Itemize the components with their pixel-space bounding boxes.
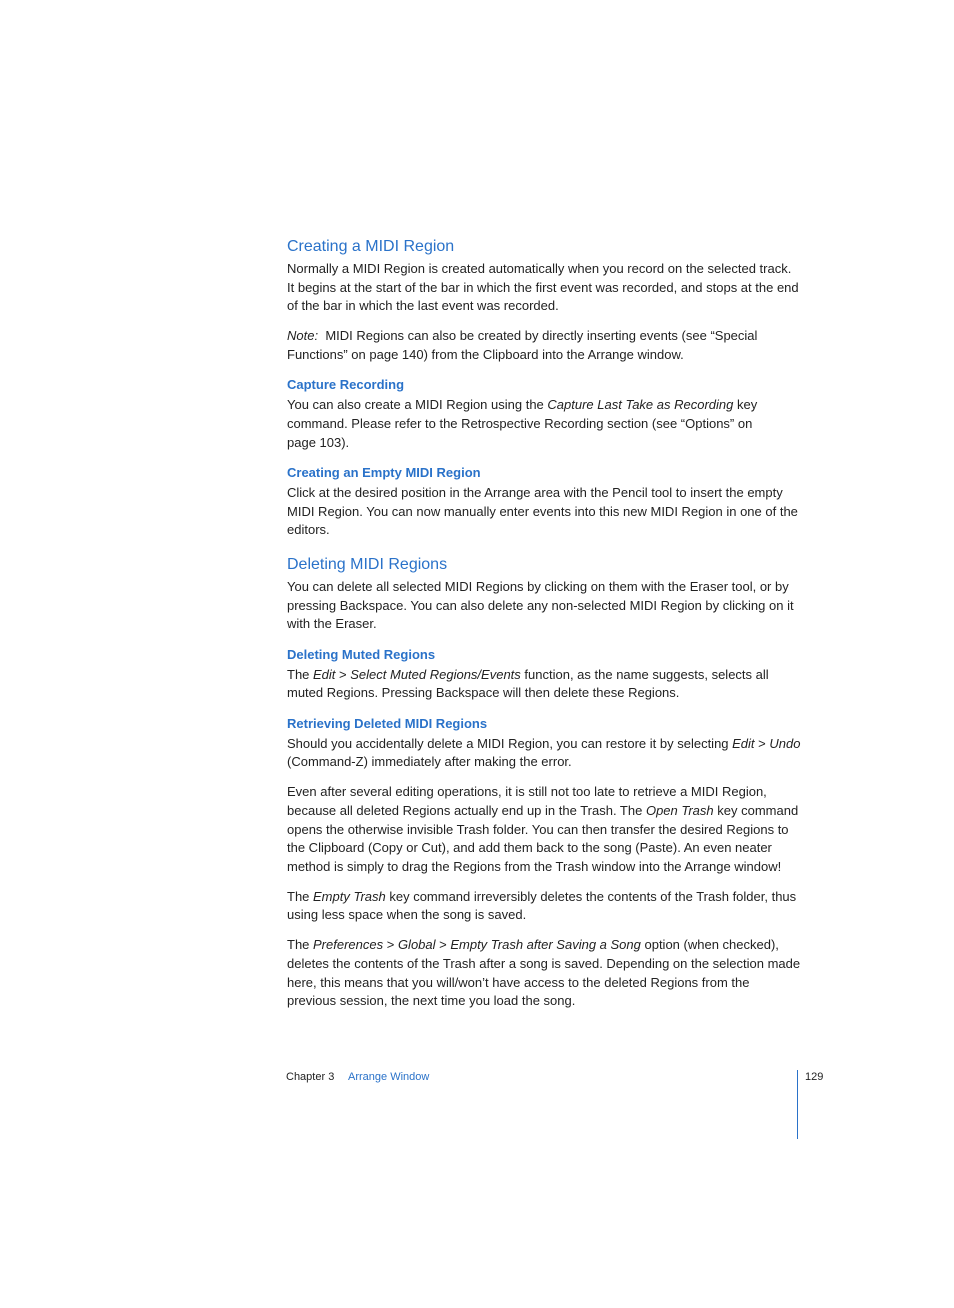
paragraph-retrieving-undo: Should you accidentally delete a MIDI Region, you can restore it by selecting Edit > Undo (Command-Z) immediately after making the error. (287, 735, 801, 770)
subheading-deleting-muted-regions: Deleting Muted Regions (287, 646, 436, 662)
paragraph-deleting-regions: You can delete all selected MIDI Regions by clicking on them with the Eraser tool, or by pressing Backspace. You can also delete any non-selected MIDI Region by clicking on it with the Eraser. (287, 578, 794, 632)
subheading-capture-recording: Capture Recording (287, 377, 405, 393)
paragraph-open-trash: Even after several editing operations, it is still not too late to retrieve a MIDI Region, because all deleted Regions actually end up in the Trash. The Open Trash key command opens the otherwise invisible Trash folder. You can then transfer the desired Regions to the Clipboard (Copy or Cut), and add them back to the song (Paste). An even neater method is simply to drag the Regions from the Trash window into the Arrange window! (287, 784, 799, 874)
footer-page-number: 129 (805, 1071, 824, 1083)
paragraph-empty-trash: The Empty Trash key command irreversibly deletes the contents of the Trash folder, thus using less space when the song is saved. (287, 888, 797, 923)
paragraph-empty-midi-region: Click at the desired position in the Arrange area with the Pencil tool to insert the empty MIDI Region. You can now manually enter events into this new MIDI Region in one of the editors. (287, 485, 798, 538)
footer-section-title: Arrange Window (348, 1071, 430, 1083)
subheading-retrieving-deleted: Retrieving Deleted MIDI Regions (287, 715, 488, 731)
note-text: MIDI Regions can also be created by directly inserting events (see “Special Functions” on page 140) from the Clipboard into the Arrange window. (287, 328, 758, 362)
paragraph-preferences-trash: The Preferences > Global > Empty Trash after Saving a Song option (when checked), deletes the contents of the Trash after a song is saved. Depending on the selection made here, this means that you will/won’t have access to the deleted Regions from the previous session, the next time you load the song. (287, 937, 801, 1009)
footer-chapter: Chapter 3 (286, 1071, 335, 1083)
page-content (287, 236, 802, 1011)
note-paragraph (287, 327, 802, 364)
paragraph-deleting-muted: The Edit > Select Muted Regions/Events function, as the name suggests, selects all muted Regions. Pressing Backspace will then delete these Regions. (287, 666, 769, 701)
note-label: Note: (287, 328, 319, 344)
paragraph-midi-region-auto: Normally a MIDI Region is created automatically when you record on the selected track. It begins at the start of the bar in which the first event was recorded, and stops at the end of the bar in which the last event was recorded. (287, 261, 799, 314)
subheading-empty-midi-region: Creating an Empty MIDI Region (287, 465, 481, 481)
paragraph-capture-recording: You can also create a MIDI Region using the Capture Last Take as Recording key command. Please refer to the Retrospective Recording section (see “Options” on page 103). (287, 397, 758, 450)
section-heading-creating-midi-region: Creating a MIDI Region (287, 238, 455, 255)
footer-divider (797, 1070, 798, 1139)
section-heading-deleting-midi-regions: Deleting MIDI Regions (287, 555, 448, 573)
